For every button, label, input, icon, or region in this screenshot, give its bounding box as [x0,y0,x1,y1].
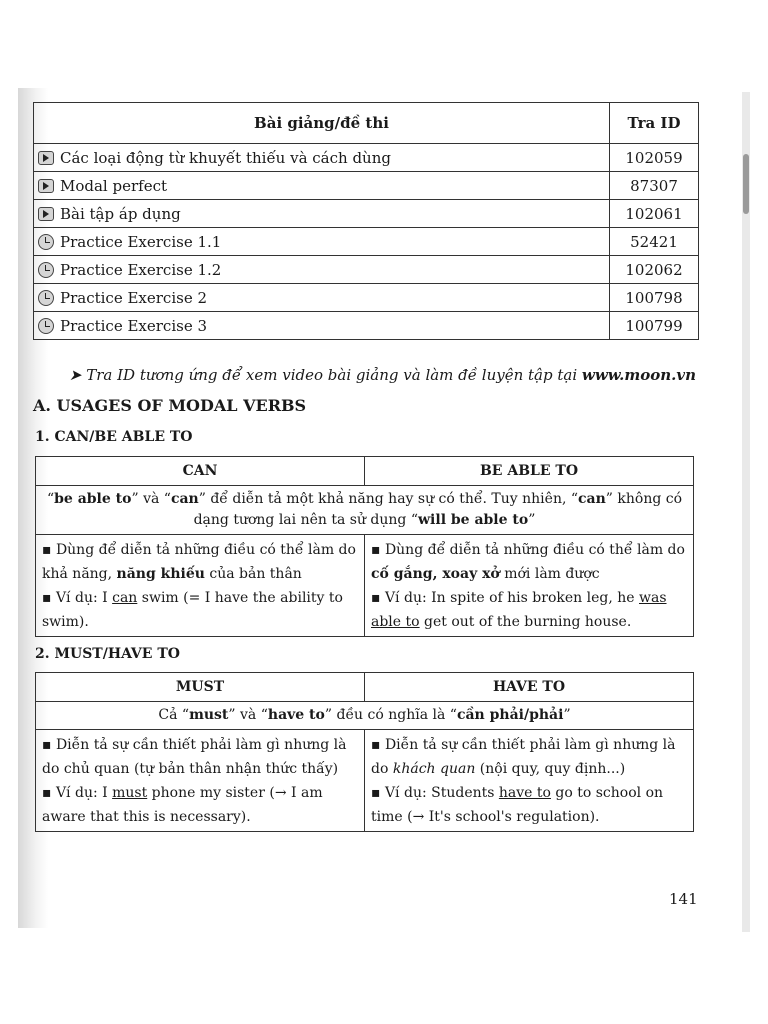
can-summary [36,486,694,535]
index-row-id: 87307 [610,172,699,200]
note-text: Tra ID tương ứng để xem video bài giảng và làm đề luyện tập tại [86,366,578,384]
scrollbar-thumb[interactable] [743,154,749,214]
must-comparison-table [35,672,694,832]
index-header-title: Bài giảng/đề thi [34,103,610,144]
text-run: ” đều có nghĩa là “ [324,707,457,723]
clock-icon [38,262,54,278]
must-col2-header: HAVE TO [365,673,694,702]
underlined-text: can [112,590,138,606]
underlined-text: must [112,785,148,801]
vertical-scrollbar[interactable] [742,92,750,932]
bold-text: năng khiếu [116,566,205,582]
bullet-paragraph [42,586,360,634]
text-run: Cả “ [158,707,190,723]
site-link[interactable]: www.moon.vn [581,366,696,384]
index-row-title: Practice Exercise 3 [60,316,208,335]
index-row[interactable] [34,256,699,284]
index-row-title: Các loại động từ khuyết thiếu và cách dùng [60,148,391,167]
text-run: ▪ Ví dụ: Students [371,785,499,801]
subsection-heading-must: 2. MUST/HAVE TO [35,646,180,662]
clock-icon [38,290,54,306]
index-row-title: Practice Exercise 1.2 [60,260,222,279]
text-run: ▪ Ví dụ: In spite of his broken leg, he [371,590,639,606]
bold-text: be able to [54,491,132,507]
index-row-title-cell [34,172,610,200]
italic-text: khách quan [392,761,476,777]
text-run: “ [46,491,55,507]
bold-text: have to [267,707,325,723]
clock-icon [38,234,54,250]
arrow-icon: ➤ [68,366,82,384]
text-run: swim (= I have the ability to swim). [42,590,343,630]
can-col1-header: CAN [36,457,365,486]
index-row-title: Practice Exercise 2 [60,288,208,307]
text-run: get out of the burning house. [419,614,632,630]
must-header-row [36,673,694,702]
text-run: ▪ Dùng để diễn tả những điều có thể làm do khả năng, [42,542,356,582]
subsection-heading-can: 1. CAN/BE ABLE TO [35,429,193,445]
bullet-paragraph [42,538,360,586]
lookup-note [69,366,696,384]
must-left-cell [36,730,365,832]
underlined-text: have to [498,785,551,801]
page-number: 141 [669,890,698,908]
text-run: (nội quy, quy định...) [475,761,626,777]
bullet-paragraph [371,538,689,586]
can-right-cell [365,535,694,637]
index-row-title: Bài tập áp dụng [60,204,181,223]
index-row-id: 100799 [610,312,699,340]
text-run: ” và “ [228,707,268,723]
must-summary [36,702,694,730]
text-run: ” [528,512,536,528]
can-summary-row [36,486,694,535]
index-header-id: Tra ID [610,103,699,144]
text-run: ” không có dạng tương lai nên ta sử dụng “ [193,491,683,528]
index-table-body [34,144,699,340]
text-run: mới làm được [499,566,600,582]
bold-text: cố gắng, xoay xở [371,566,500,582]
bullet-paragraph [42,733,360,781]
play-icon [38,179,54,193]
play-icon [38,151,54,165]
can-col2-header: BE ABLE TO [365,457,694,486]
text-run: ▪ Dùng để diễn tả những điều có thể làm do [371,542,685,558]
text-run: của bản thân [204,566,302,582]
lecture-index-table [33,102,699,340]
index-row-title-cell [34,284,610,312]
bold-text: must [189,707,229,723]
text-run: ▪ Diễn tả sự cần thiết phải làm gì nhưng là do [371,737,676,777]
index-row-id: 52421 [610,228,699,256]
bullet-paragraph [42,781,360,829]
can-detail-row [36,535,694,637]
must-detail-row [36,730,694,832]
can-header-row [36,457,694,486]
text-run: ” để diễn tả một khả năng hay sự có thể. Tuy nhiên, “ [198,491,579,507]
underlined-text: was able to [371,590,667,630]
text-run: go to school on time (→ It's school's regulation). [371,785,664,825]
play-icon [38,207,54,221]
bullet-paragraph [371,781,689,829]
index-row[interactable] [34,312,699,340]
index-row-title: Practice Exercise 1.1 [60,232,222,251]
index-row[interactable] [34,284,699,312]
index-row[interactable] [34,172,699,200]
bullet-paragraph [371,586,689,634]
text-run: ” và “ [131,491,171,507]
index-row-id: 100798 [610,284,699,312]
must-summary-row [36,702,694,730]
index-row[interactable] [34,144,699,172]
index-row-id: 102062 [610,256,699,284]
must-right-cell [365,730,694,832]
index-row-title-cell [34,228,610,256]
bold-text: can [578,491,606,507]
index-row-title-cell [34,312,610,340]
bullet-paragraph [371,733,689,781]
index-row-title-cell [34,200,610,228]
can-comparison-table [35,456,694,637]
text-run: phone my sister (→ I am aware that this is necessary). [42,785,323,825]
index-row-id: 102061 [610,200,699,228]
index-row-title-cell [34,256,610,284]
index-header-row [34,103,699,144]
index-row-id: 102059 [610,144,699,172]
section-title: A. USAGES OF MODAL VERBS [33,396,307,415]
clock-icon [38,318,54,334]
bold-text: can [170,491,199,507]
index-row[interactable] [34,200,699,228]
bold-text: will be able to [418,512,529,528]
bold-text: cần phải/phải [456,707,564,723]
text-run: ▪ Ví dụ: I [42,590,113,606]
index-row-title: Modal perfect [60,176,168,195]
must-col1-header: MUST [36,673,365,702]
text-run: ▪ Diễn tả sự cần thiết phải làm gì nhưng là do chủ quan (tự bản thân nhận thức thấy) [42,737,347,777]
can-left-cell [36,535,365,637]
text-run: ▪ Ví dụ: I [42,785,113,801]
index-row-title-cell [34,144,610,172]
index-row[interactable] [34,228,699,256]
text-run: ” [563,707,571,723]
